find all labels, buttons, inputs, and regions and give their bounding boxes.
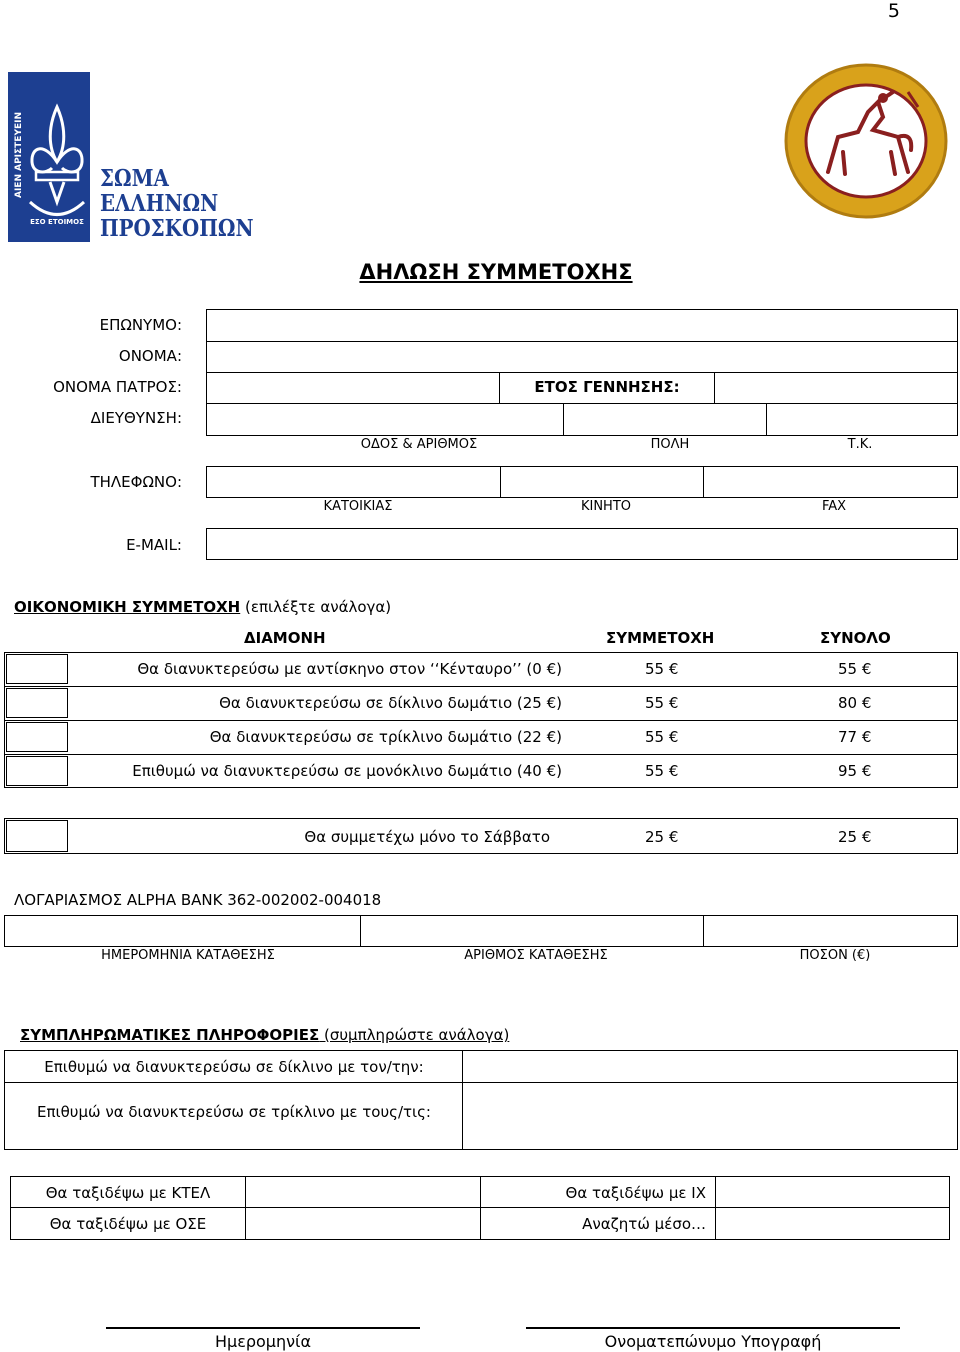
- double-with-label: Επιθυμώ να διανυκτερεύσω σε δίκλινο με τον/την:: [44, 1058, 424, 1076]
- deposit-amount-caption: ΠΟΣΟΝ (€): [799, 948, 871, 963]
- phone-home-caption: ΚΑΤΟΙΚΙΑΣ: [323, 499, 393, 514]
- travel-ktel-field[interactable]: [246, 1177, 480, 1207]
- name-label: ΟΝΟΜΑ:: [118, 347, 182, 365]
- signature-caption: Ονοματεπώνυμο Υπογραφή: [604, 1332, 822, 1351]
- double-with-field[interactable]: [463, 1051, 957, 1082]
- address-city-caption: ΠΟΛΗ: [650, 437, 690, 452]
- saturday-label: Θα συμμετέχω μόνο το Σάββατο: [304, 828, 550, 846]
- deposit-date-field[interactable]: [5, 916, 360, 946]
- surname-field[interactable]: [207, 310, 957, 341]
- col-total-header: ΣΥΝΟΛΟ: [820, 629, 891, 647]
- deposit-date-caption: ΗΜΕΡΟΜΗΝΙΑ ΚΑΤΑΘΕΣΗΣ: [101, 948, 275, 963]
- triple-with-field[interactable]: [463, 1083, 957, 1149]
- fax-field[interactable]: [704, 467, 957, 497]
- birth-year-label: ΕΤΟΣ ΓΕΝΝΗΣΗΣ:: [534, 378, 680, 396]
- saturday-checkbox[interactable]: [6, 820, 68, 852]
- option-double-checkbox[interactable]: [6, 688, 68, 718]
- email-label: E-MAIL:: [126, 536, 182, 554]
- travel-ose-label: Θα ταξιδέψω με ΟΣΕ: [49, 1215, 207, 1233]
- logo-motto: ΑΙΕΝ ΑΡΙΣΤΕΥΕΙΝ: [14, 111, 24, 199]
- option-single-total: 95 €: [838, 762, 872, 780]
- father-name-field[interactable]: [207, 373, 499, 403]
- travel-car-label: Θα ταξιδέψω με ΙΧ: [565, 1184, 706, 1202]
- option-tent-total: 55 €: [838, 660, 872, 678]
- name-field[interactable]: [207, 342, 957, 372]
- address-zip-caption: Τ.Κ.: [847, 437, 873, 452]
- travel-seek-field[interactable]: [716, 1208, 949, 1239]
- fax-caption: FAX: [821, 499, 847, 514]
- saturday-total: 25 €: [838, 828, 872, 846]
- option-triple-label: Θα διανυκτερεύσω σε τρίκλινο δωμάτιο (22 €): [209, 728, 562, 746]
- address-label: ΔΙΕΥΘΥΝΣΗ:: [90, 409, 182, 427]
- surname-label: ΕΠΩΝΥΜΟ:: [99, 316, 182, 334]
- deposit-number-caption: ΑΡΙΘΜΟΣ ΚΑΤΑΘΕΣΗΣ: [464, 948, 608, 963]
- scouts-logo-text: ΣΩΜΑ ΕΛΛΗΝΩΝ ΠΡΟΣΚΟΠΩΝ: [100, 165, 254, 242]
- date-caption: Ημερομηνία: [214, 1332, 312, 1351]
- option-single-participation: 55 €: [645, 762, 679, 780]
- address-street-caption: ΟΔΟΣ & ΑΡΙΘΜΟΣ: [360, 437, 478, 452]
- travel-seek-label: Αναζητώ μέσο…: [582, 1215, 706, 1233]
- deposit-amount-field[interactable]: [704, 916, 957, 946]
- extra-heading: ΣΥΜΠΛΗΡΩΜΑΤΙΚΕΣ ΠΛΗΡΟΦΟΡΙΕΣ (συμπληρώστε ανάλογα): [20, 1026, 510, 1044]
- option-triple-total: 77 €: [838, 728, 872, 746]
- option-triple-checkbox[interactable]: [6, 722, 68, 752]
- travel-ktel-label: Θα ταξιδέψω με ΚΤΕΛ: [45, 1184, 211, 1202]
- phone-mobile-caption: ΚΙΝΗΤΟ: [580, 499, 632, 514]
- fleur-de-lis-icon: [26, 102, 88, 232]
- triple-with-label: Επιθυμώ να διανυκτερεύσω σε τρίκλινο με τους/τις:: [37, 1103, 431, 1121]
- saturday-participation: 25 €: [645, 828, 679, 846]
- centaur-seal-logo: [783, 62, 949, 220]
- option-double-label: Θα διανυκτερεύσω σε δίκλινο δωμάτιο (25 €): [219, 694, 562, 712]
- page-number: 5: [887, 0, 900, 22]
- address-city-field[interactable]: [564, 404, 766, 435]
- travel-car-field[interactable]: [716, 1177, 949, 1207]
- form-title: ΔΗΛΩΣΗ ΣΥΜΜΕΤΟΧΗΣ: [359, 260, 633, 284]
- phone-label: ΤΗΛΕΦΩΝΟ:: [90, 473, 182, 491]
- logo-badge-text: ΕΣΟ ΕΤΟΙΜΟΣ: [30, 218, 84, 226]
- col-participation-header: ΣΥΜΜΕΤΟΧΗ: [606, 629, 715, 647]
- option-double-participation: 55 €: [645, 694, 679, 712]
- scouts-logo-emblem: [8, 72, 90, 242]
- birth-year-field[interactable]: [715, 373, 957, 403]
- address-zip-field[interactable]: [767, 404, 957, 435]
- bank-account: ΛΟΓΑΡΙΑΣΜΟΣ ALPHA BANK 362-002002-004018: [14, 891, 382, 909]
- option-double-total: 80 €: [838, 694, 872, 712]
- phone-mobile-field[interactable]: [501, 467, 703, 497]
- option-tent-participation: 55 €: [645, 660, 679, 678]
- signature-line[interactable]: [526, 1327, 900, 1329]
- email-field[interactable]: [206, 528, 958, 560]
- date-line[interactable]: [106, 1327, 420, 1329]
- col-stay-header: ΔΙΑΜΟΝΗ: [244, 629, 326, 647]
- father-name-label: ΟΝΟΜΑ ΠΑΤΡΟΣ:: [53, 378, 182, 396]
- option-tent-checkbox[interactable]: [6, 654, 68, 684]
- address-street-field[interactable]: [207, 404, 563, 435]
- option-single-label: Επιθυμώ να διανυκτερεύσω σε μονόκλινο δωμάτιο (40 €): [132, 762, 562, 780]
- travel-ose-field[interactable]: [246, 1208, 480, 1239]
- phone-home-field[interactable]: [207, 467, 500, 497]
- deposit-number-field[interactable]: [361, 916, 703, 946]
- option-tent-label: Θα διανυκτερεύσω με αντίσκηνο στον ‘‘Κένταυρο’’ (0 €): [137, 660, 562, 678]
- option-single-checkbox[interactable]: [6, 756, 68, 786]
- financial-heading: ΟΙΚΟΝΟΜΙΚΗ ΣΥΜΜΕΤΟΧΗ (επιλέξτε ανάλογα): [14, 598, 392, 616]
- option-triple-participation: 55 €: [645, 728, 679, 746]
